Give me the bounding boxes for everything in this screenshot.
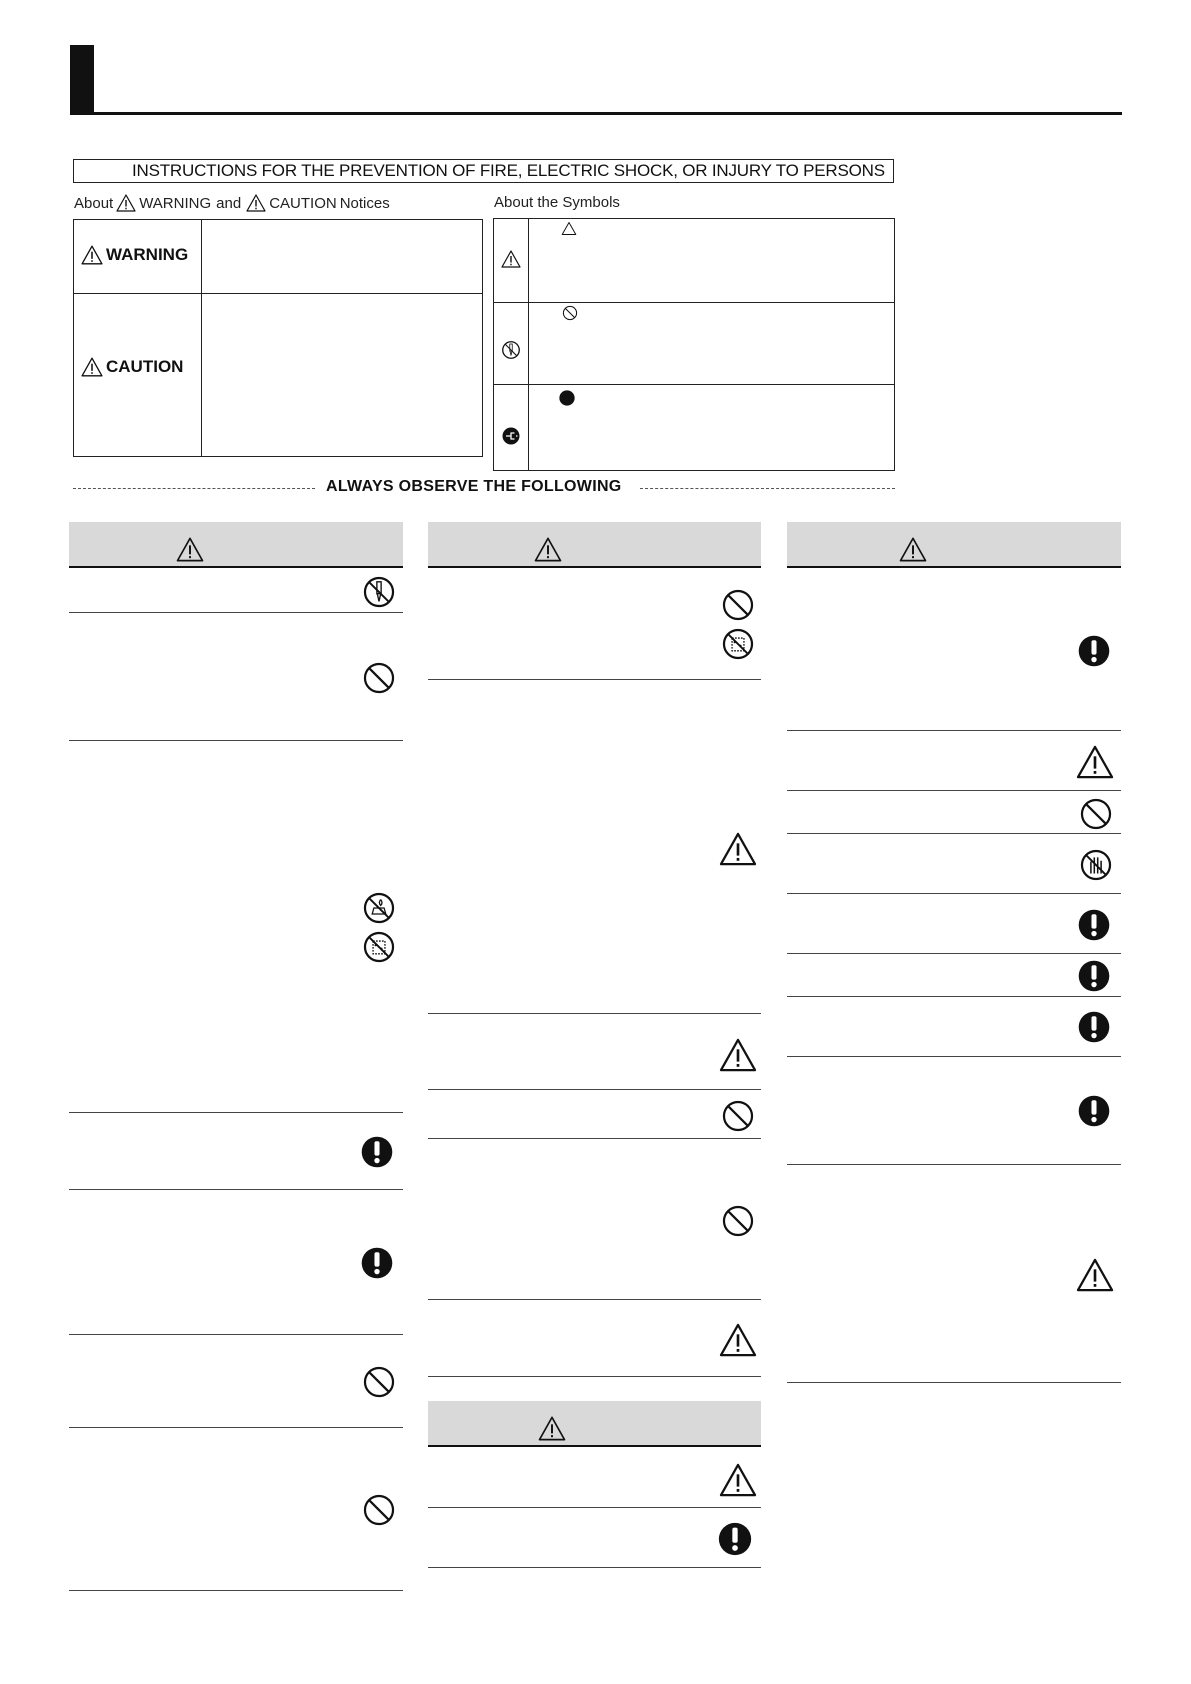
notice-table-divider bbox=[201, 219, 202, 457]
observe-heading: ALWAYS OBSERVE THE FOLLOWING bbox=[326, 478, 622, 495]
warning-triangle-icon bbox=[1076, 1258, 1114, 1292]
row-divider bbox=[787, 790, 1121, 791]
mandatory-action-icon bbox=[1076, 633, 1112, 669]
row-divider bbox=[428, 1089, 761, 1090]
no-wet-location-icon bbox=[721, 627, 755, 661]
chapter-marker bbox=[70, 45, 94, 115]
row-divider bbox=[428, 1376, 761, 1377]
observe-dash-right bbox=[640, 488, 895, 489]
row-divider bbox=[787, 1164, 1121, 1165]
small-prohibition-icon bbox=[562, 305, 578, 321]
no-wet-location-icon bbox=[362, 930, 396, 964]
observe-dash-left bbox=[73, 488, 315, 489]
mandatory-action-icon bbox=[1076, 958, 1112, 994]
row-divider bbox=[787, 1056, 1121, 1057]
warning-triangle-icon bbox=[246, 194, 266, 212]
row-divider bbox=[428, 1299, 761, 1300]
mandatory-action-icon bbox=[716, 1520, 754, 1558]
row-divider bbox=[787, 996, 1121, 997]
row-divider bbox=[69, 612, 403, 613]
column-3-header bbox=[787, 522, 1121, 568]
warning-triangle-icon bbox=[719, 1323, 757, 1357]
no-water-icon bbox=[362, 891, 396, 925]
notices-caption bbox=[74, 194, 390, 212]
unplug-icon bbox=[501, 426, 521, 446]
symbol-table-divider bbox=[493, 302, 895, 303]
symbol-table-divider bbox=[493, 384, 895, 385]
warning-label-text: WARNING bbox=[106, 245, 189, 264]
small-triangle-icon bbox=[561, 221, 577, 236]
warning-triangle-icon bbox=[81, 357, 103, 377]
row-divider bbox=[69, 740, 403, 741]
warning-triangle-icon bbox=[1076, 745, 1114, 779]
caution-label bbox=[81, 357, 183, 377]
column-1-header bbox=[69, 522, 403, 568]
notices-caption-warning: WARNING bbox=[139, 194, 212, 212]
row-divider bbox=[69, 1590, 403, 1591]
notices-caption-caution: CAUTION bbox=[269, 194, 337, 212]
row-divider bbox=[69, 1112, 403, 1113]
row-divider bbox=[428, 1013, 761, 1014]
row-divider bbox=[69, 1189, 403, 1190]
mandatory-action-icon bbox=[359, 1134, 395, 1170]
do-not-disassemble-icon bbox=[362, 575, 396, 609]
row-divider bbox=[428, 679, 761, 680]
notices-caption-about: About bbox=[74, 194, 114, 212]
row-divider bbox=[787, 730, 1121, 731]
row-divider bbox=[428, 1507, 761, 1508]
column-2-header bbox=[428, 522, 761, 568]
prohibition-icon bbox=[1079, 797, 1113, 831]
warning-label bbox=[81, 245, 188, 265]
do-not-disassemble-icon bbox=[501, 340, 521, 360]
prohibition-icon bbox=[721, 588, 755, 622]
caution-label-text: CAUTION bbox=[106, 357, 184, 376]
mandatory-action-icon bbox=[1076, 1009, 1112, 1045]
row-divider bbox=[787, 1382, 1121, 1383]
warning-triangle-icon bbox=[81, 245, 103, 265]
prohibition-icon bbox=[362, 1365, 396, 1399]
instructions-title: INSTRUCTIONS FOR THE PREVENTION OF FIRE, ELECTRIC SHOCK, OR INJURY TO PERSONS bbox=[73, 159, 894, 183]
warning-triangle-icon bbox=[899, 537, 927, 562]
row-divider bbox=[428, 1567, 761, 1568]
row-divider bbox=[69, 1334, 403, 1335]
header-rule bbox=[70, 112, 1122, 115]
notices-caption-and: and bbox=[216, 194, 242, 212]
warning-triangle-icon bbox=[719, 1038, 757, 1072]
row-divider bbox=[428, 1138, 761, 1139]
symbol-table bbox=[493, 218, 895, 471]
prohibition-icon bbox=[721, 1204, 755, 1238]
warning-triangle-icon bbox=[719, 832, 757, 866]
mandatory-action-icon bbox=[359, 1245, 395, 1281]
notices-caption-notices: Notices bbox=[339, 194, 390, 212]
filled-dot-icon bbox=[558, 389, 576, 407]
warning-triangle-icon bbox=[538, 1416, 566, 1441]
warning-triangle-icon bbox=[116, 194, 136, 212]
column-2-subheader bbox=[428, 1401, 761, 1447]
row-divider bbox=[787, 893, 1121, 894]
symbol-table-divider bbox=[528, 218, 529, 471]
warning-triangle-icon bbox=[501, 250, 521, 268]
row-divider bbox=[69, 1427, 403, 1428]
warning-triangle-icon bbox=[176, 537, 204, 562]
prohibition-icon bbox=[362, 1493, 396, 1527]
row-divider bbox=[787, 833, 1121, 834]
warning-triangle-icon bbox=[719, 1463, 757, 1497]
row-divider bbox=[787, 953, 1121, 954]
prohibition-icon bbox=[362, 661, 396, 695]
mandatory-action-icon bbox=[1076, 907, 1112, 943]
warning-triangle-icon bbox=[534, 537, 562, 562]
symbols-caption: About the Symbols bbox=[494, 194, 620, 211]
notice-table-divider bbox=[73, 293, 483, 294]
prohibition-icon bbox=[721, 1099, 755, 1133]
mandatory-action-icon bbox=[1076, 1093, 1112, 1129]
do-not-touch-icon bbox=[1079, 848, 1113, 882]
